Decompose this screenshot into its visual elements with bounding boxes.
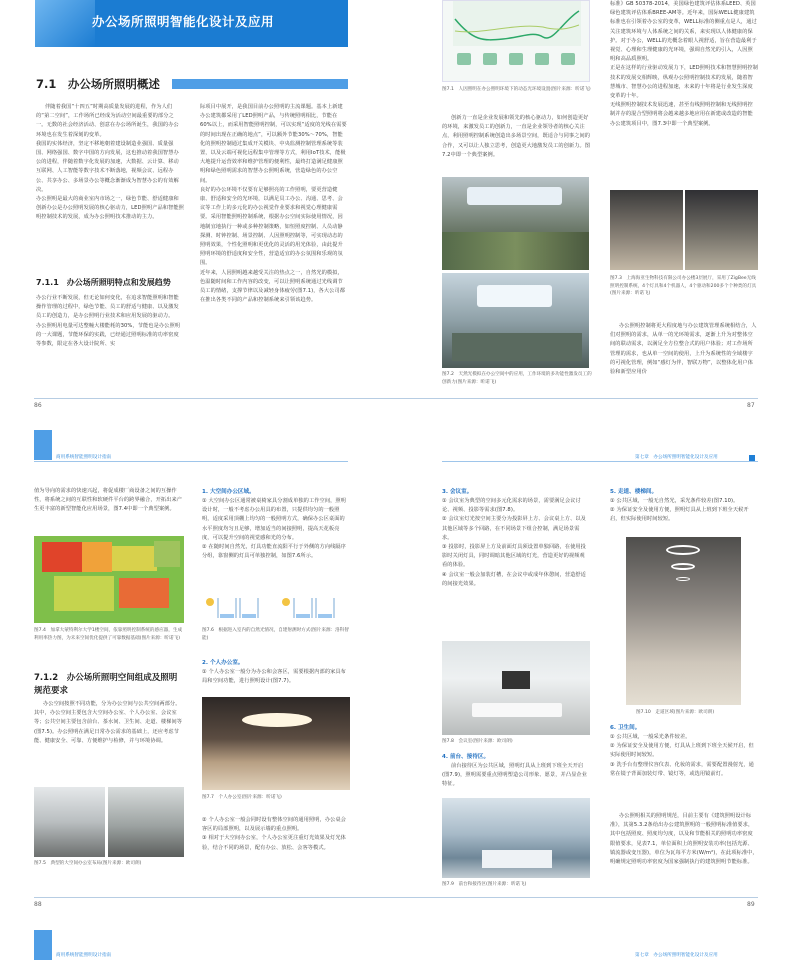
fig79-photo <box>442 798 590 878</box>
p88-col1b: 办公空间按照不同功能，分为办公空间与公共空间两部分。其中，办公空间主要包含大空间办公室、个人办公室、会议室等；公共空间主要包含前台、茶水间、卫生间、走道、楼梯间等(图7.5)。办公照明在满足日常办公需求的基础上，还应考虑节能、健康安全、可靠、方便维护与检修，并与环境协调。 <box>34 701 183 744</box>
subsection-711: 7.1.1 办公场所照明特点和发展趋势 <box>36 278 171 287</box>
page-number-87: 87 <box>747 402 755 409</box>
fig710-caption: 图7.10 走道区域(图片来源：欧司朗) <box>636 710 715 715</box>
fig71-chart <box>442 0 590 82</box>
section-title: 7.1 办公场所照明概述 <box>36 77 160 91</box>
fig71-caption: 图7.1 人因照明在办公照明环境下的动态光环境设置(图片来源：昕诺飞) <box>442 87 591 92</box>
c2-title2: 2. 个人办公室。 <box>202 660 244 666</box>
page-footer-rule <box>34 398 758 399</box>
line-chart-icon <box>443 1 590 82</box>
page-number-89: 89 <box>747 901 755 908</box>
section-rule <box>172 79 348 89</box>
fig79-caption: 图7.9 前台和接待区(图片来源：昕诺飞) <box>442 882 527 887</box>
fig74-caption: 图7.4 加拿大蒙特利尔大学1楼空间，依靠照明控制系统的感应器，生成利用率热力图，为未来空间优化提供了可靠数据基础(图片来源：昕诺飞) <box>34 628 183 641</box>
c3-title2: 4. 前台、接待区。 <box>442 754 490 760</box>
header-right: 第七章 办公场所照明智能化设计及应用 <box>635 455 718 460</box>
c4-title2: 6. 卫生间。 <box>610 725 641 731</box>
page-number-88: 88 <box>34 901 42 908</box>
fig72-photo-top <box>442 177 589 270</box>
chapter-banner-light <box>35 0 95 47</box>
p86-col1: 伴随着我国“十四五”时期高质量发展的进程，作为人们的“第二空间”，工作场所已经成为活动空间最重要的部分之一。无数的社会经济活动、创意在办公场所诞生，我国的办公环境也在发生着深刻的变革。 我国的实体经济，坚定不移地朝着建设制造业强国、质量强国、网络强国、数字中国的方向发展，这也推动着我国智慧办公的进程，伴随着数字化发展的加速，大数据、云计算、移动互联网、人工智能等数字技术不断落地，视频会议、远程办公、共享办公、多场景办公等概念渐渐成为智慧办公的有效解决。 办公照明是最大的商业室内市场之一，绿色节能、舒适健康和创新办公是办公照明发展的核心驱动力，LED照明产品和智能照明控制技术的发展，成为办公照明技术推动的主力。 <box>36 104 184 221</box>
p88-col2: ① 大空间办公区通常被桌椅家具分割成单独的工作空间，照明设计时，一般不考虑办公用具的布置，只提供均匀的一般照明，适度采用顶棚上均匀的一般照明方式，确保办公区桌面的水平照度均匀且足够，增加适当的间接照明，提高天花板亮度，可以提升空间的视觉感和光的分布。 ② 在随时间自然光，灯具功能直流阳平行于外侧的方向线隔序分组，靠窗侧的灯具可单独控制，如图7.6所示。 <box>202 498 346 560</box>
fig76-caption: 图7.6 根据进入室内的自然光情况，自建射测时方式(图片来源：洛科智能) <box>202 628 349 641</box>
p86-col2: 际项目中展开，是我国目前办公照明的主流课题。基本上新建办公建筑都采用了LED照明产品，与传统照明相比，节能在60%以上，而采用智能照明控制，可以实现“适度的光线在需要的时间出现在正确的地点”，可以额外节能30%～70%，智能化的照明控制通过集成开关模块、中央监测控制管理系统等装置，以及云端可视化远程集中管理等方式，利用IoT技术，能极大地提升运营效率和维护管理的便利性，最终打造满足健康照明和绿色照明需求的智慧办公照明系统，营造绿色的办公空间。 良好的办公环境不仅要有足够照亮的工作照明，要更营造健康、舒适和安全的光环境，以满足员工办公、沟通、思考、会议等工作上的多元化的办公视觉作业要求和视觉心理健康需要。采用智能照明控制系统，根据办公空间实际使用情况，因地制宜地执行一种或多种控制策略，如恒照度控制、人员动静探测、时钟控制、场景控制、人因照明控制等，可实现动态的照明效果，个性化照明和更优化的灵活的用光体验，由此提升照明环境的舒适度和安全性，营造适宜的办公氛围和乐观的氛围。 近年来，人因照明越来越受关注的热点之一，自然光的模拟，色温随时间和工作内容的改变，可以让照明系统通过光线调节员工的情绪，支撑节律以及减轻身体疲劳(图7.1)，各大公司都在推出各类不同的产品和控制系统来引领该趋势。 <box>200 104 347 304</box>
p87-col1: 创新力一直是企业发展和领先的核心驱动力，如何创造更好的环境，来激发员工的创新力，一直是企业领导者的核心关注点，利用照明控制系统创造出多场景空间，既适合与同事之间的合作，又可以让人独立思考，创造更大地激发员工的创新力。图7.2中即一个典型案例。 <box>442 115 591 158</box>
c3-title1: 3. 会议室。 <box>442 489 473 495</box>
fig77-caption: 图7.7 个人办公室(图片来源：昕诺飞) <box>202 795 282 800</box>
fig710-photo <box>626 537 741 705</box>
subsection-712: 7.1.2 办公场所照明空间组成及照明规范要求 <box>34 673 178 696</box>
p89-col1: ① 会议室为典型的空间多元化需求的场景，需要满足会议讨论、视频、投影等需求(图7.8)。 ② 会议室灯光按空间主要分为投影屏上方、会议桌上方、以及其他区域等多个回路，在不同场景下组合控制，满足场景需求。 ③ 投影时，投影屏上方及前面灯具须设置单独回路，在使用投影时关闭灯具，同时调暗其他区域的灯光，营造更好的视频观看的体验。 ④ 会议室一般会加装灯槽，在会议中或成年休憩间，营造舒适的间接光效果。 <box>442 498 586 587</box>
p89-col2b: ① 公共区域，一般采光条件较差。 ② 为保证安全及使用方便，灯具从上班到下班全天候开启，但实际使用时间较短。 ③ 洗手台有整理仪容仪表、化妆的需求，需要配置漫射光，通常在镜子背面加装灯带、镜灯等，或选用镜前灯。 <box>610 734 754 777</box>
p87-col2b: 办公照明控制将更大程度地与办公建筑管理系统相结合，人们对照明的需求，从单一的光环境需求，逐渐上升为对整体空间的联动需求，以满足全方位整合式的用户体验；对工作场所管理的需求，也从单一空间的使用，上升为系统性的全域楼宇的可视化管理，例如“感灯为伴，智联万物”，以整体化用户体验和新型应用价 <box>610 323 757 376</box>
page-footer-rule-2 <box>34 897 758 898</box>
header-left-3: 商用系统智能照明设计指南 <box>56 953 112 958</box>
p86-col1b: 办公行业不断发展，但无论如何变化，在追求智能照明和智能操作管理的过程中，绿色节能、员工的舒适与健康、以及激发员工的创造力，是办公照明行业技术和应用发展的驱动力。 办公照明用电量可达整幢大楼能耗的30%，节能也是办公照明的一大课题，节能环保的实践，已经通过照明标准的功率密度等参数，限定在各大设计院所、实 <box>36 295 181 348</box>
fig75-photo-right <box>108 787 184 857</box>
fig76-diagram <box>202 594 350 624</box>
header-mark-right <box>749 455 755 461</box>
p88-col1: 值为导向的需求的快速兴起，将促成楼厂商设备之间的互操作性，将系统之间的互联性和软硬件平台的跨界融合，开拓出来产生更丰富的新型智能化应用场景，图7.4中即一个典型案例。 <box>34 488 183 513</box>
fig75-caption: 图7.5 典型的大空间办公室布局(图片来源：欧司朗) <box>34 861 142 866</box>
fig78-caption: 图7.8 会议室(图片来源：欧司朗) <box>442 739 513 744</box>
fig72-photo-bottom <box>442 273 589 368</box>
p87-col2: 标准》GB 50378-2014，美国绿色建筑评估体系LEED、英国绿色建筑评估体系BREE-AM等。近年来，国际WELL健康建筑标准也在引领着办公室的变革，WELL标准的侧重点是人，通过关注建筑环境与人体系统之间的关系，来实现以人体健康的保护。对于办公，WELL的光概念着眼人视舒适，旨在营造最利于视觉、心理和生理健康的光环境，强调自然光的引入，人因照明和高品质照明。 正是在这样的行业驱动发展力下，LED照明技术和智慧照明控制技术的发展交相辉映，纵观办公照明控制技术的发展，随着智慧城市、智慧办公的进程加速，未来的十年将是行业发生深度变革的十年。 无线照明控制技术发展迅速，甚至有线照明控制和无线照明控制并存的混合型照明将会越来越多地应用在新建或改造的智能办公建筑项目中，图7.3中即一个典型案例。 <box>610 1 758 127</box>
page-number-86: 86 <box>34 402 42 409</box>
fig73-caption: 图7.3 上海海亚生物科技有限公司办公楼3层展厅，采用了ZigBee无线照明控制系统，4个灯具和4个机器人，4个驱动和200多个个种类的灯具(图片来源：昕诺飞) <box>610 276 757 296</box>
fig74-heatmap <box>34 536 184 623</box>
p89-col2c: 办公照明相关的照明规范，目前主要有《建筑照明设计标准》，其第5.3.2条给出办公建筑照明的一般照明标准值要求，其中包括照度、照度均匀度，以及和节能相关的照明功率密度限值要求，见表7.1，单位面积上的照明安装功率(包括光源、镇流器或变压器)，单位为瓦每平方米(W/m²)，在此项标准中，明确规定照明功率密度为国家强制执行的建筑照明节能标准。 <box>610 813 758 866</box>
header-tab-left <box>34 430 52 460</box>
header-tab-left-3 <box>34 930 52 960</box>
c4-title1: 5. 走道、楼梯间。 <box>610 489 658 495</box>
p88-col2c: ② 个人办公室一般会同时设有整体空间的通用照明，办公桌会客区的局部照明，以及展示墙的重点照明。 ③ 相对于大空间办公室，个人办公室更注重灯光效果及灯光体验，结合不同的场景，配有办公、放松、会客等模式。 <box>202 817 346 851</box>
fig72-caption: 图7.2 天然光模拟在办公空间中的应用，工作环境的多功能性激发员工的创新力(图片来源：昕诺飞) <box>442 372 592 385</box>
fig77-photo <box>202 697 350 790</box>
c2-title1: 1. 大空间办公区域。 <box>202 489 255 495</box>
fig78-photo <box>442 641 590 735</box>
p88-col2b: ① 个人办公室一般分为办公和会客区，需要根据内部的家具布局和空间功能，进行照明设计(图7.7)。 <box>202 669 346 685</box>
fig75-photo-left <box>34 787 105 857</box>
header-left: 商用系统智能照明设计指南 <box>56 455 112 460</box>
heatmap-icon <box>34 536 184 623</box>
blind-diagram-icon <box>202 594 350 624</box>
p89-col1b: 前台接待区为公共区域，照明灯具从上班到下班全天开启(图7.9)，照明需要重点照明塑造公司形象、愿景，并凸显企业特征。 <box>442 763 587 788</box>
fig73-photo-left <box>610 190 683 270</box>
fig73-photo-right <box>685 190 758 270</box>
p89-col2: ① 公共区域，一般无自然光，采光条件较差(图7.10)。 ② 为保证安全及使用方便，照明灯具从上班到下班全天候开启，但实际使用时间较短。 <box>610 498 749 523</box>
header-right-3: 第七章 办公场所照明智能化设计及应用 <box>635 953 718 958</box>
chapter-title: 办公场所照明智能化设计及应用 <box>92 14 275 29</box>
